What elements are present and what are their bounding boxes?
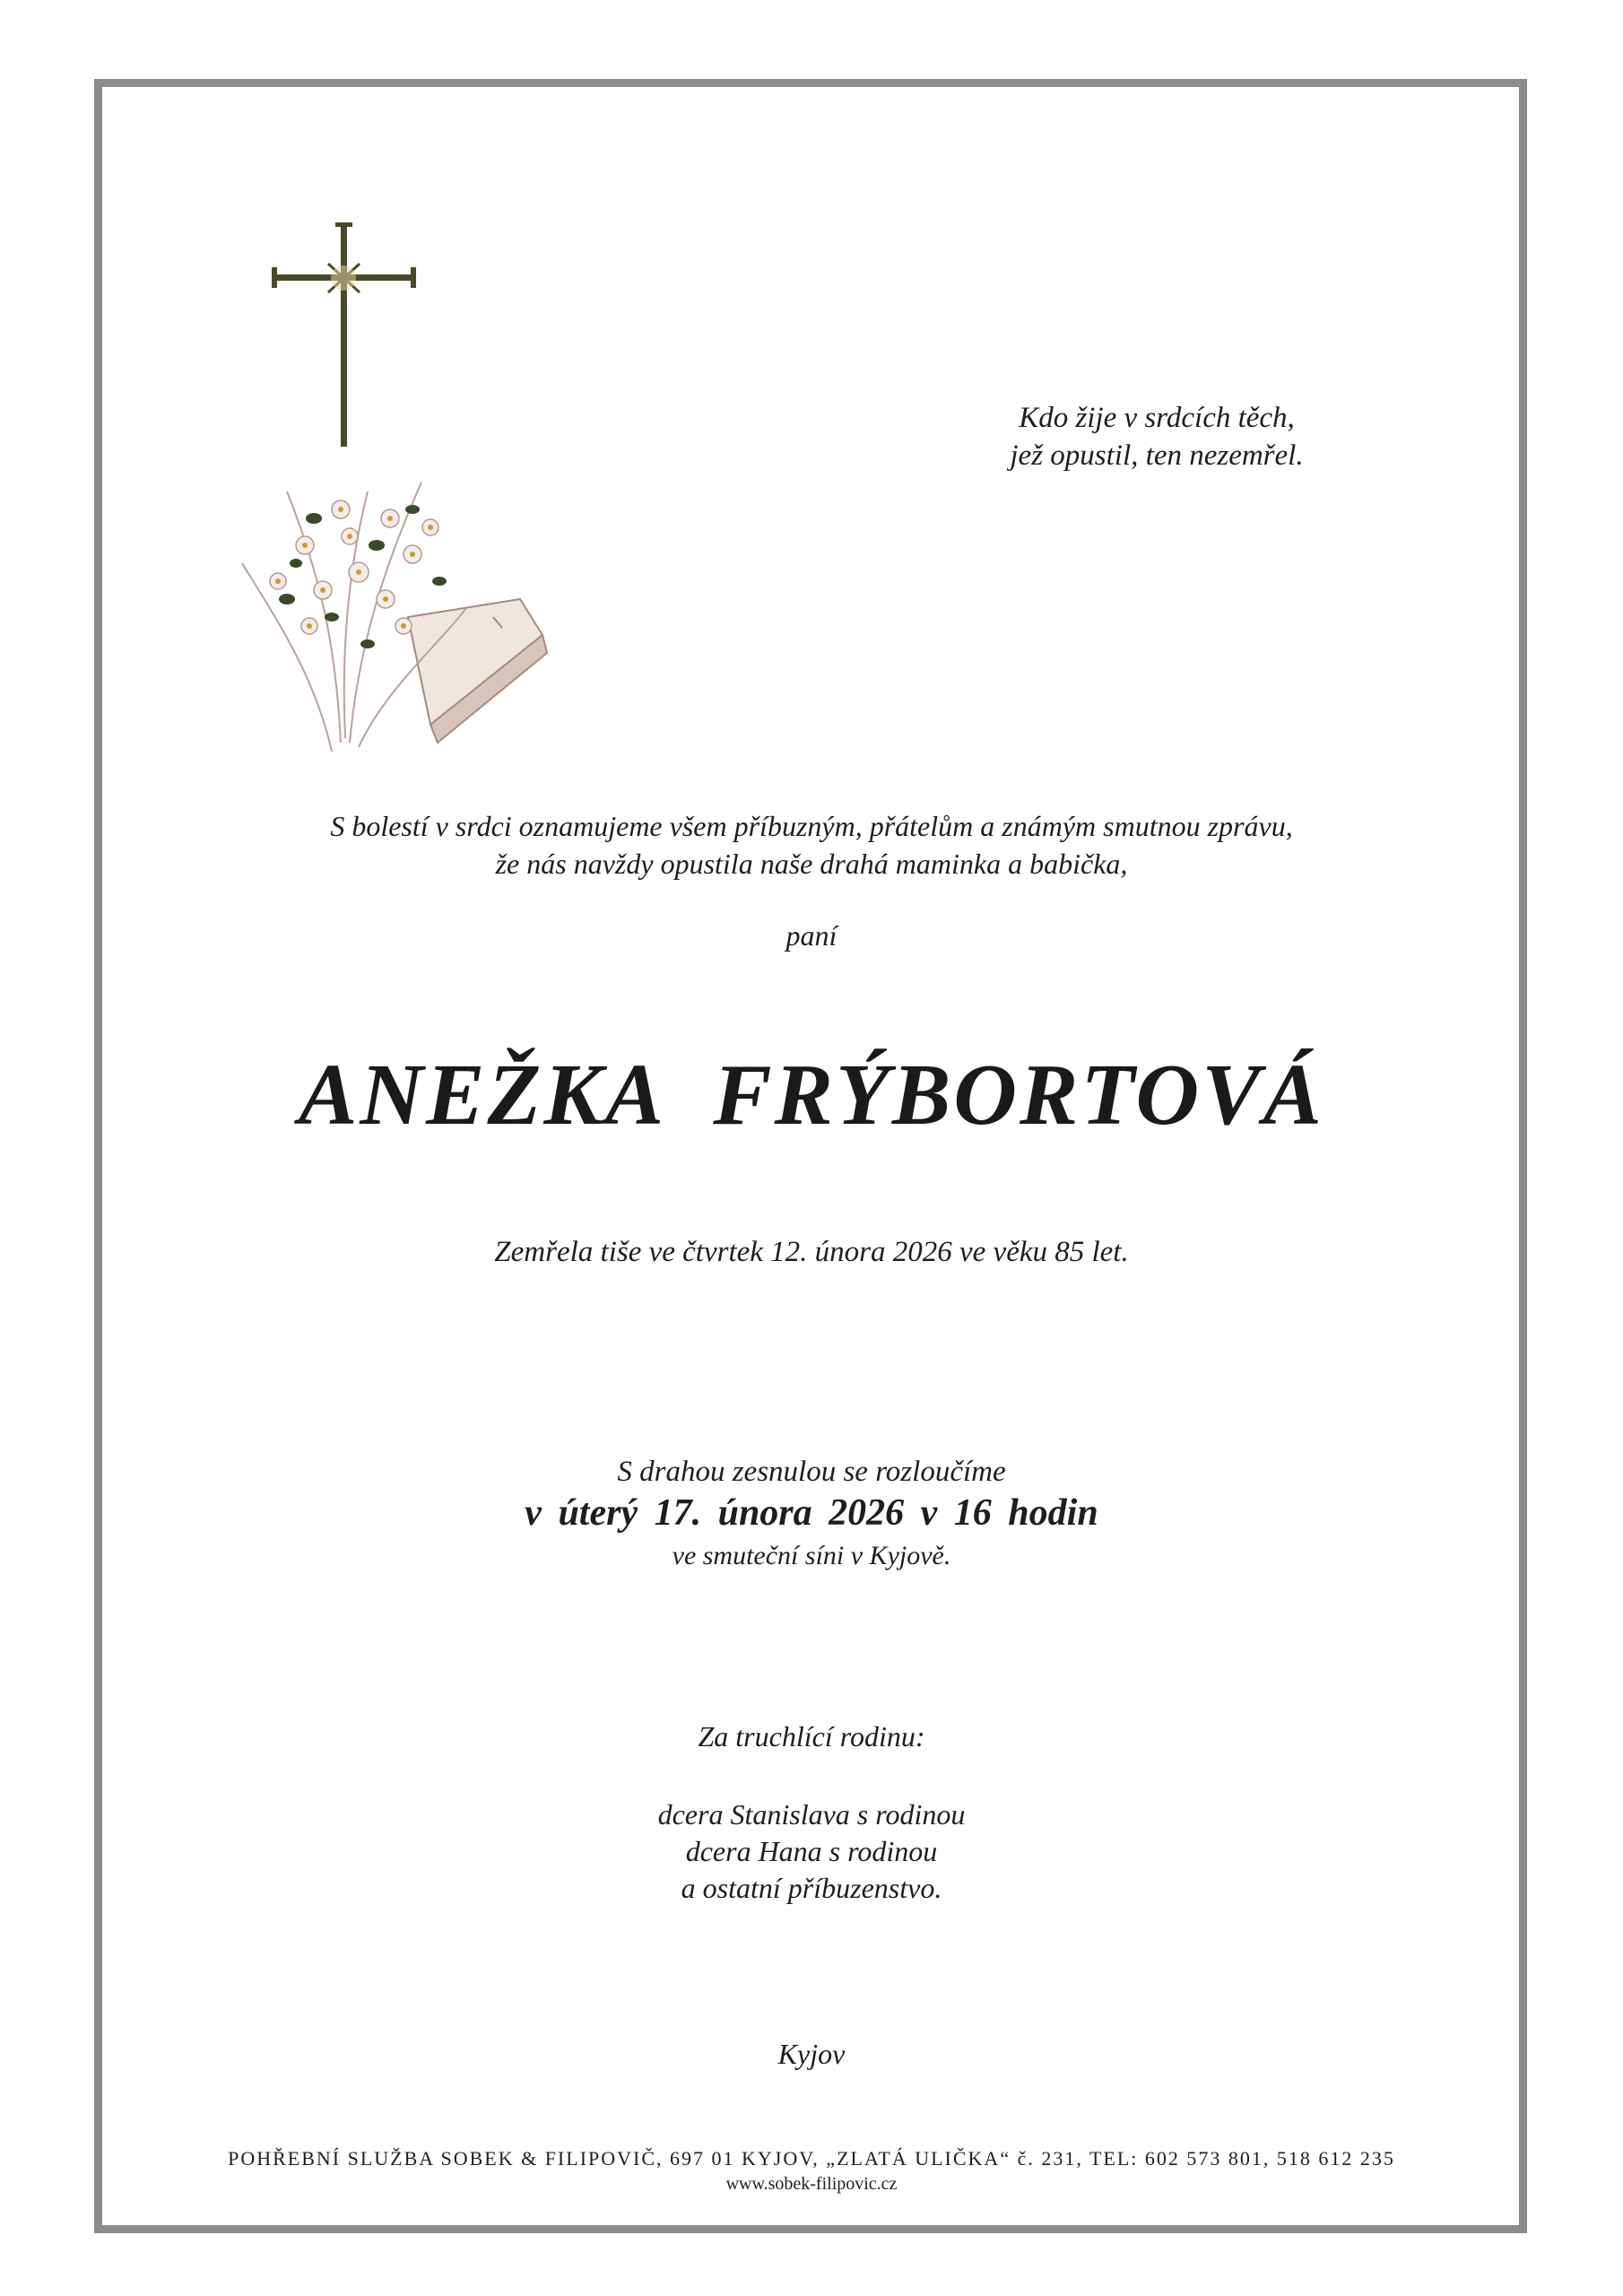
footer-company: POHŘEBNÍ SLUŽBA SOBEK & FILIPOVIČ, 697 01 KYJOV, „ZLATÁ ULIČKA“ č. 231, TEL: 602 573 801, 518 612 235 — [228, 2147, 1395, 2170]
farewell-line-1: S drahou zesnulou se rozloučíme — [617, 1456, 1006, 1488]
family-list — [0, 1796, 1623, 1907]
family-member: dcera Stanislava s rodinou — [657, 1798, 966, 1831]
footer-website: www.sobek-filipovic.cz — [725, 2174, 898, 2194]
announcement-line-1: S bolestí v srdci oznamujeme všem příbuzným, přátelům a známým smutnou zprávu, — [330, 810, 1293, 842]
death-note: Zemřela tiše ve čtvrtek 12. února 2026 ve věku 85 let. — [494, 1236, 1129, 1268]
family-member: dcera Hana s rodinou — [685, 1835, 938, 1867]
motto-line-2: jež opustil, ten nezemřel. — [1010, 439, 1304, 472]
deceased-name: ANEŽKA FRÝBORTOVÁ — [299, 1047, 1324, 1144]
motto — [950, 399, 1363, 474]
farewell-location: ve smuteční síni v Kyjově. — [672, 1541, 951, 1570]
family-member: a ostatní příbuzenstvo. — [681, 1872, 942, 1904]
cross-flowers-book-icon — [233, 222, 565, 761]
announcement-line-2: že nás navždy opustila naše drahá maminka a babička, — [495, 848, 1128, 880]
salutation: paní — [785, 919, 838, 952]
family-heading: Za truchlící rodinu: — [698, 1720, 925, 1752]
place: Kyjov — [777, 2038, 846, 2070]
announcement — [0, 807, 1623, 883]
motto-line-1: Kdo žije v srdcích těch, — [1019, 402, 1295, 434]
farewell-date: v úterý 17. února 2026 v 16 hodin — [525, 1492, 1098, 1534]
